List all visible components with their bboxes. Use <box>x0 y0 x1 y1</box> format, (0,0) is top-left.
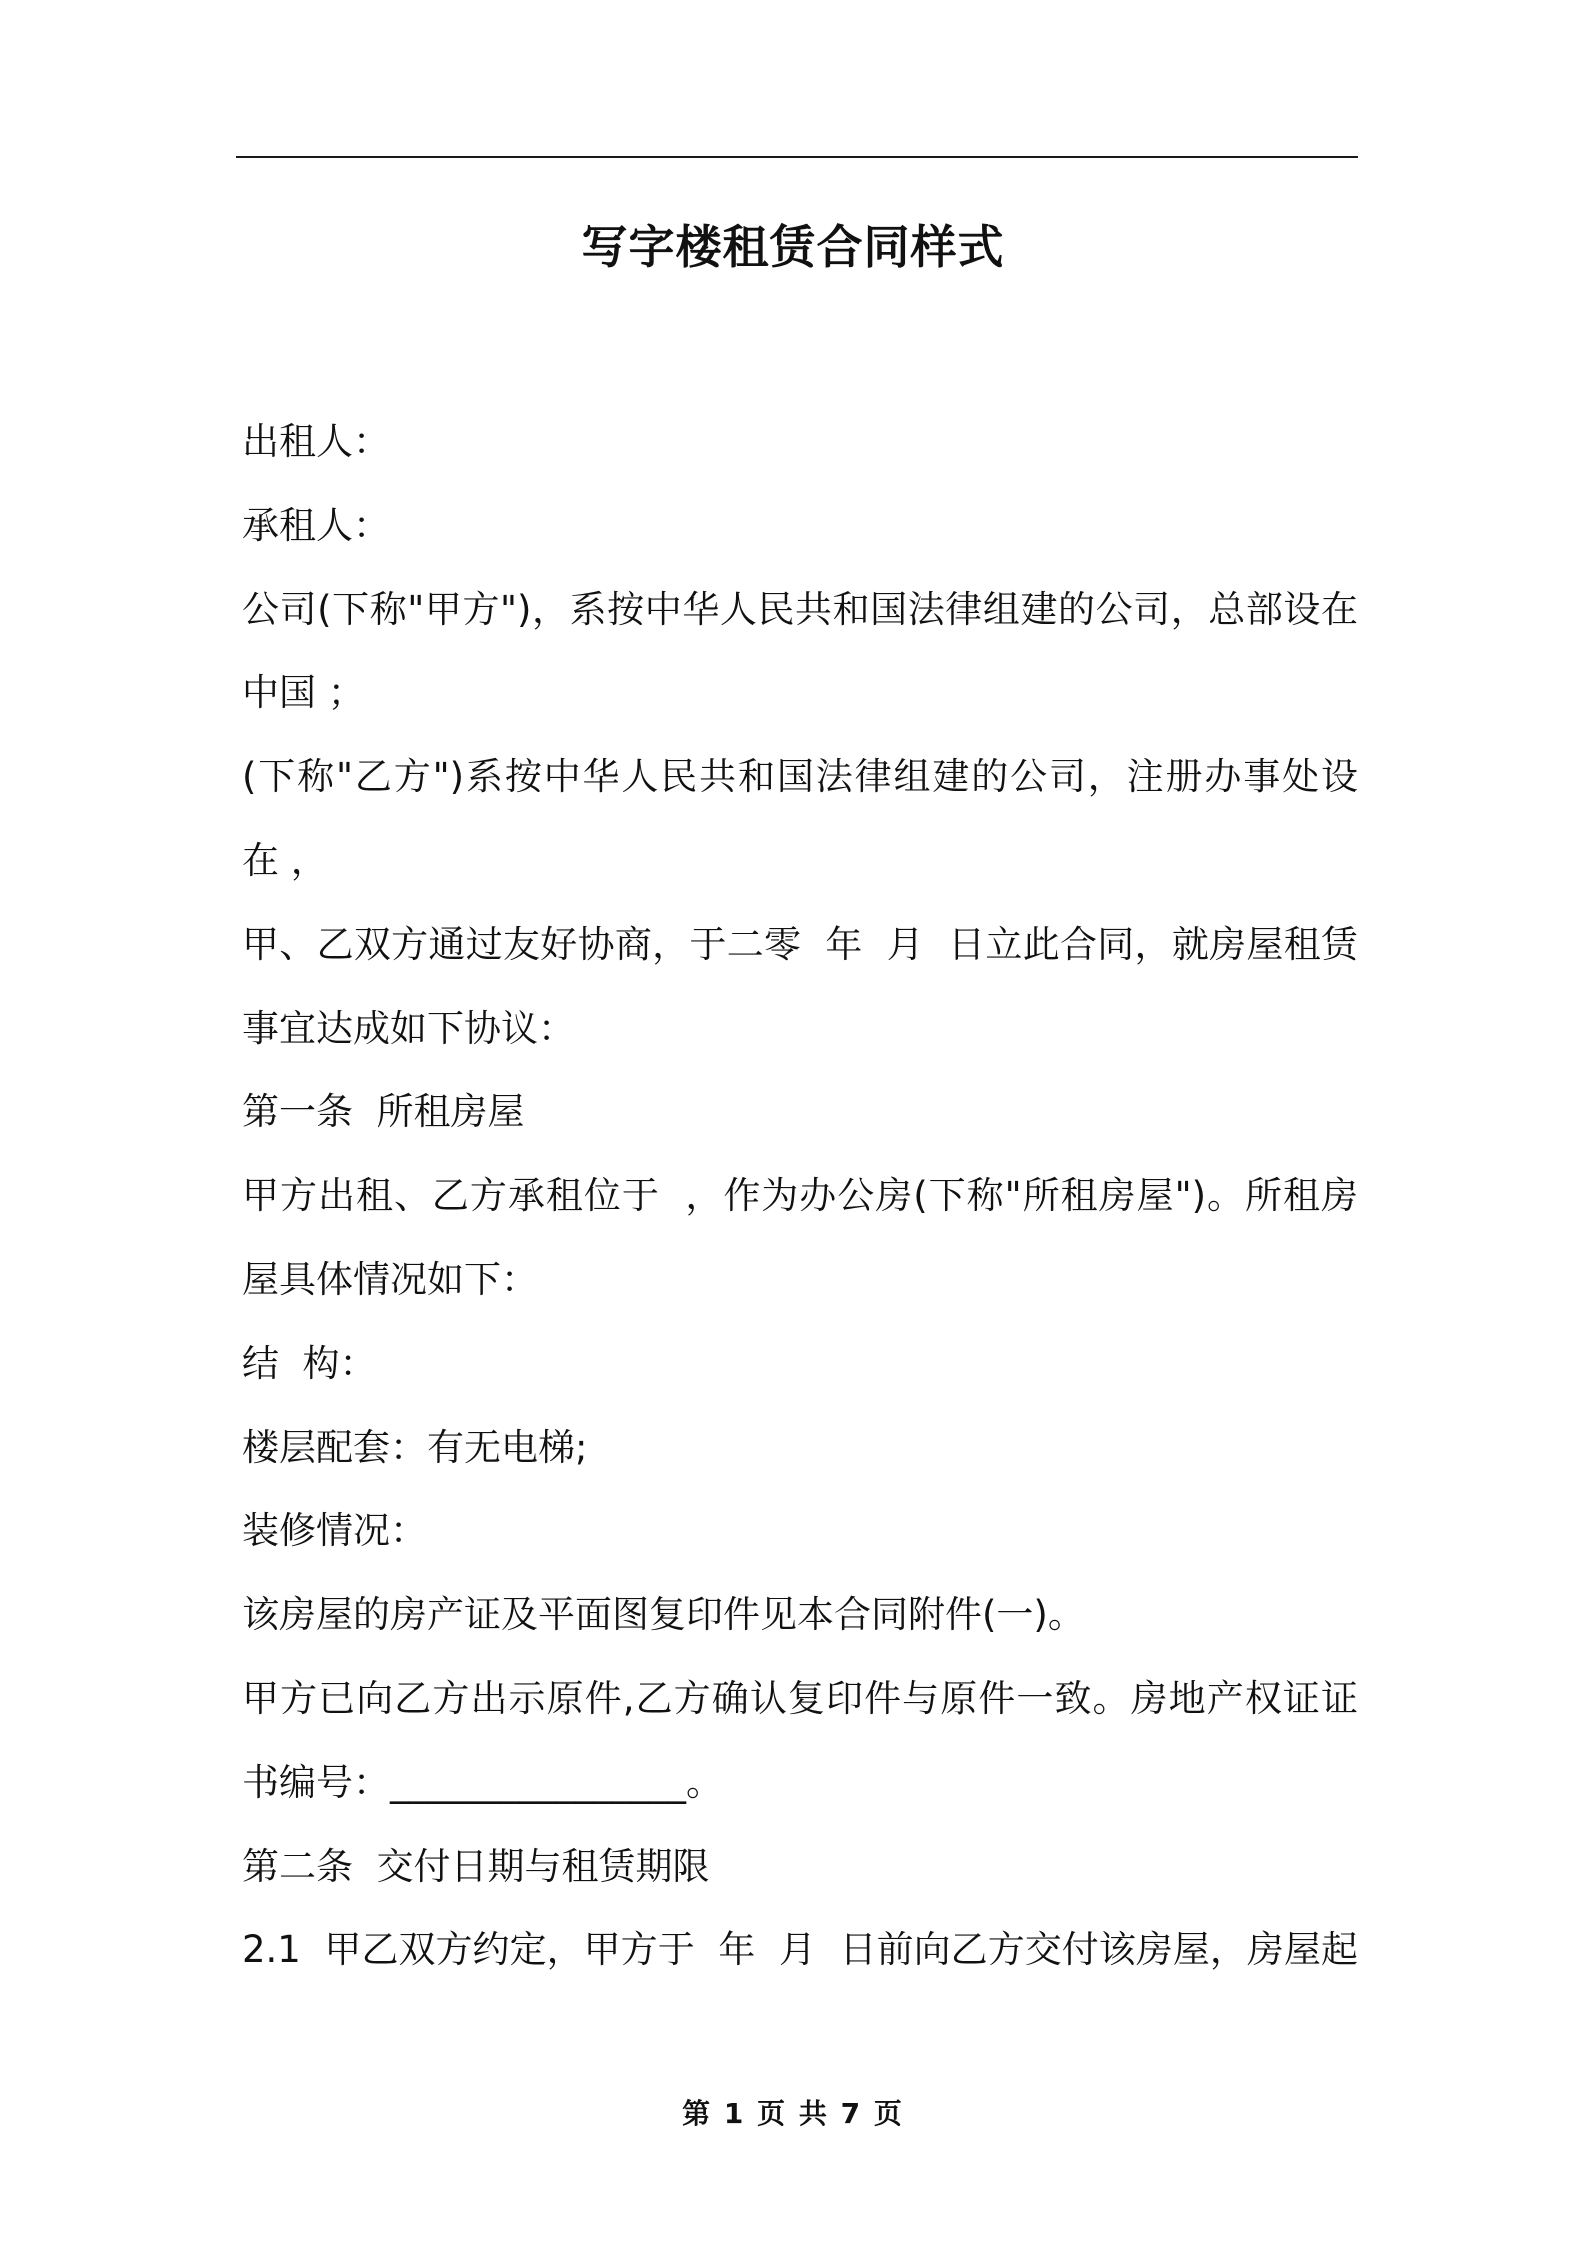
text-line: 在 ， <box>242 838 328 882</box>
article-heading: 第二条 交付日期与租赁期限 <box>242 1844 710 1888</box>
page-number-footer: 第 1 页 共 7 页 <box>682 2097 904 2130</box>
text-line: 楼层配套：有无电梯; <box>242 1425 588 1469</box>
text-line: 该房屋的房产证及平面图复印件见本合同附件(一)。 <box>242 1593 1085 1637</box>
text-line: 事宜达成如下协议： <box>242 1006 575 1050</box>
text-line: 甲方出租、乙方承租位于 ，作为办公房(下称"所租房屋")。所租房 <box>242 1174 1358 1218</box>
text-line-lessor: 出租人： <box>242 420 390 463</box>
text-line: 中国 ； <box>242 671 365 715</box>
text-line: 结 构： <box>242 1341 377 1385</box>
text-line: 屋具体情况如下： <box>242 1257 538 1301</box>
text-line-lessee: 承租人： <box>242 503 390 547</box>
article-heading: 第一条 所租房屋 <box>242 1090 525 1134</box>
text-line: 甲、乙双方通过友好协商，于二零 年 月 日立此合同，就房屋租赁 <box>242 922 1358 966</box>
header-rule <box>236 156 1358 158</box>
document-title: 写字楼租赁合同样式 <box>581 220 1005 274</box>
text-line: 甲方已向乙方出示原件,乙方确认复印件与原件一致。房地产权证证 <box>242 1676 1358 1720</box>
text-line: 公司(下称"甲方")，系按中华人民共和国法律组建的公司，总部设在 <box>242 587 1358 631</box>
text-line: 装修情况： <box>242 1509 427 1553</box>
text-line: (下称"乙方")系按中华人民共和国法律组建的公司，注册办事处设 <box>242 755 1358 799</box>
text-line: 2.1 甲乙双方约定，甲方于 年 月 日前向乙方交付该房屋，房屋起 <box>242 1928 1358 1972</box>
text-line: 书编号：________________。 <box>242 1760 723 1804</box>
document-body <box>242 400 1358 1992</box>
